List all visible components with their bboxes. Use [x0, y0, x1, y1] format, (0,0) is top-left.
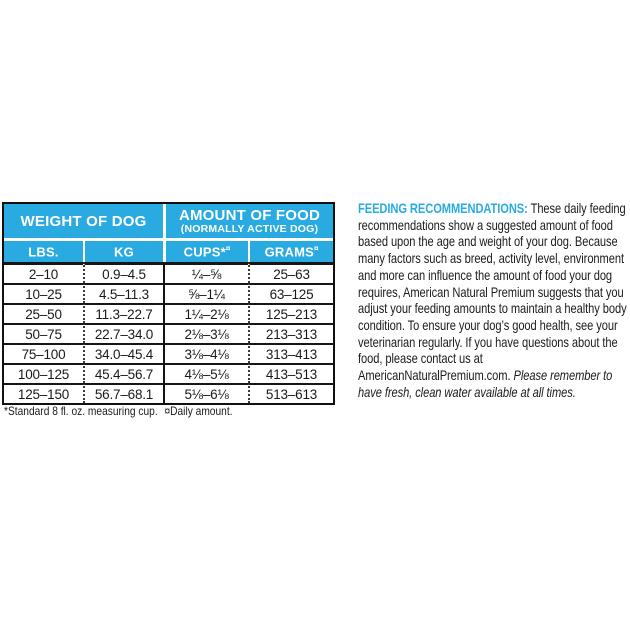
table-cell: 25–63 — [248, 262, 333, 283]
footnote-daily-amount: ¤Daily amount. — [164, 404, 233, 418]
table-cell: 56.7–68.1 — [83, 383, 163, 403]
table-cell: 10–25 — [4, 283, 83, 303]
table-cell: 50–75 — [4, 323, 83, 343]
feeding-table-header — [4, 204, 333, 262]
feeding-table-container — [2, 202, 335, 405]
feeding-recommendations — [358, 200, 628, 400]
table-row — [4, 283, 333, 303]
table-cell: 125–213 — [248, 303, 333, 323]
table-cell: ⅝–1¼ — [163, 283, 248, 303]
table-cell: 63–125 — [248, 283, 333, 303]
table-cell: 25–50 — [4, 303, 83, 323]
feeding-table — [2, 202, 335, 405]
table-cell: 4.5–11.3 — [83, 283, 163, 303]
col-header-lbs: LBS. — [4, 238, 83, 262]
table-cell: 125–150 — [4, 383, 83, 403]
col-header-cups: CUPS*¤ — [163, 238, 248, 262]
table-cell: 34.0–45.4 — [83, 343, 163, 363]
table-row — [4, 323, 333, 343]
table-cell: 22.7–34.0 — [83, 323, 163, 343]
group-header-amount-title: AMOUNT OF FOOD — [178, 206, 321, 224]
table-cell: 75–100 — [4, 343, 83, 363]
table-footnotes — [4, 404, 344, 418]
col-header-grams: GRAMS¤ — [248, 238, 333, 262]
table-cell: 3⅛–4⅛ — [163, 343, 248, 363]
table-row — [4, 303, 333, 323]
group-header-amount-subtitle: (NORMALLY ACTIVE DOG) — [180, 222, 319, 235]
table-cell: 313–413 — [248, 343, 333, 363]
feeding-table-body — [4, 262, 333, 403]
table-row — [4, 343, 333, 363]
table-cell: 513–613 — [248, 383, 333, 403]
table-cell: 45.4–56.7 — [83, 363, 163, 383]
group-header-weight-title: WEIGHT OF DOG — [20, 212, 147, 230]
footnote-measuring-cup: *Standard 8 fl. oz. measuring cup. — [4, 404, 158, 418]
recommendations-heading: FEEDING RECOMMENDATIONS: — [358, 200, 528, 216]
table-cell: 11.3–22.7 — [83, 303, 163, 323]
table-row — [4, 262, 333, 283]
table-cell: 4⅛–5⅛ — [163, 363, 248, 383]
table-cell: 100–125 — [4, 363, 83, 383]
table-row — [4, 383, 333, 403]
table-cell: 2⅛–3⅛ — [163, 323, 248, 343]
recommendations-emphasis: Please remember to have fresh, clean water available at all times. — [358, 367, 613, 400]
table-cell: 2–10 — [4, 262, 83, 283]
group-header-amount — [163, 204, 333, 238]
table-cell: 413–513 — [248, 363, 333, 383]
table-cell: 5⅛–6⅛ — [163, 383, 248, 403]
table-cell: ¼–⅝ — [163, 262, 248, 283]
table-cell: 213–313 — [248, 323, 333, 343]
table-cell: 0.9–4.5 — [83, 262, 163, 283]
recommendations-body: These daily feeding recommendations show a suggested amount of food based upon the age and weight of your dog. Because many factors such as breed, activity level, environment and more can influence the amount of food your dog requires, American Natural Premium suggests that you adjust your feeding amounts to maintain a healthy body condition. To ensure your dog’s good health, see your veterinarian regularly. If you have questions about the food, please contact us at AmericanNaturalPremium.com. — [358, 200, 627, 384]
table-row — [4, 363, 333, 383]
group-header-weight — [4, 204, 163, 238]
col-header-kg: KG — [83, 238, 163, 262]
table-cell: 1¼–2⅛ — [163, 303, 248, 323]
